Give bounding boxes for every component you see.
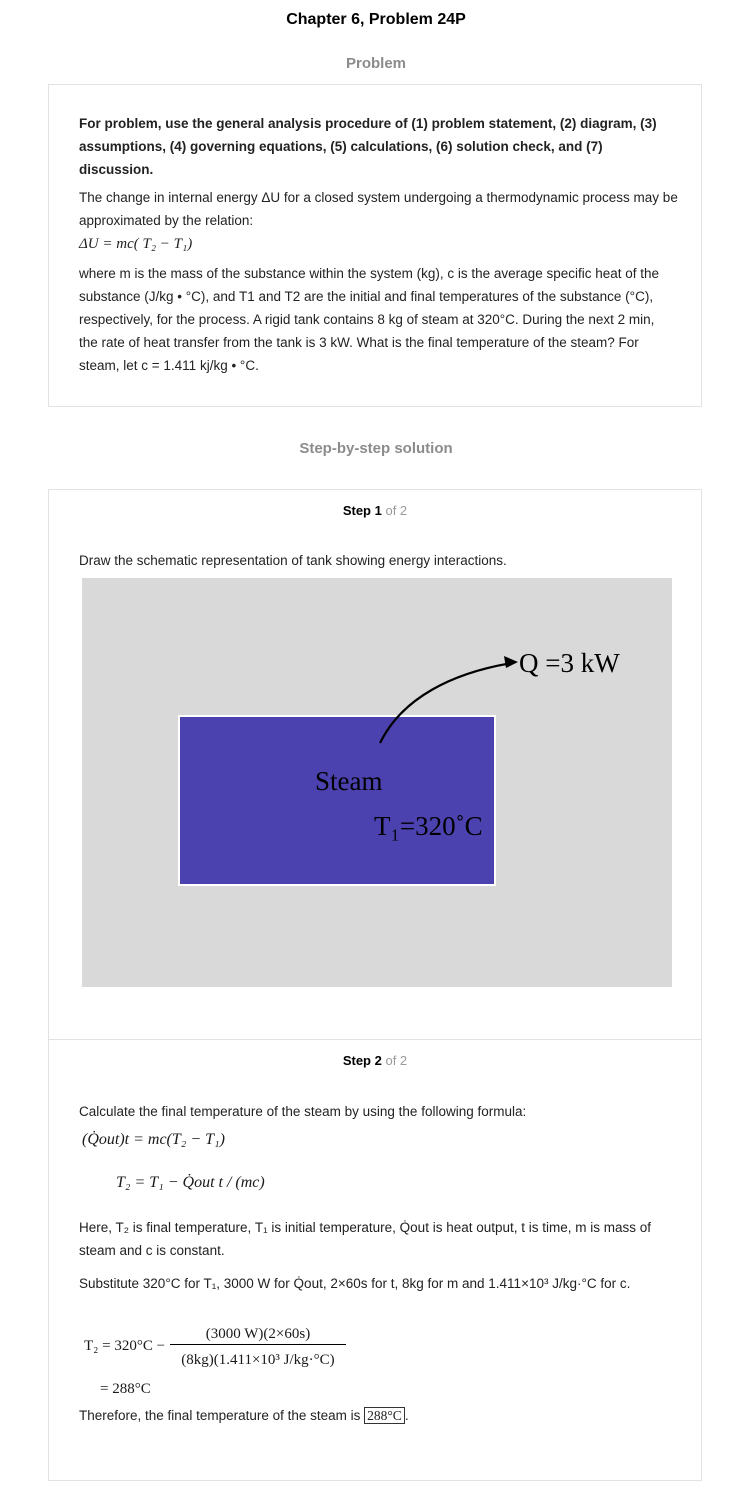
step1-of: of 2 (385, 503, 408, 518)
step1-label: Step 1 (342, 503, 382, 518)
calc-numerator: (3000 W)(2×60s) (170, 1326, 346, 1345)
heat-label: Q =3 kW (519, 648, 620, 678)
steam-label: Steam (315, 766, 383, 796)
step2-heading (48, 1053, 702, 1068)
final-text: Therefore, the final temperature of the steam is (79, 1408, 361, 1423)
step2-definitions: Here, T₂ is final temperature, T₁ is initial temperature, Q̇out is heat output, t is time, m is mass of steam and c is constant. (79, 1220, 652, 1258)
tank-figure (82, 578, 672, 987)
step1-heading (48, 503, 702, 518)
step2-of: of 2 (385, 1053, 408, 1068)
calc-denominator: (8kg)(1.411×10³ J/kg·°C) (181, 1352, 335, 1368)
step1-text: Draw the schematic representation of tank showing energy interactions. (79, 553, 507, 568)
page-title: Chapter 6, Problem 24P (286, 11, 466, 28)
problem-paragraph-2: where m is the mass of the substance within the system (kg), c is the average specific heat of the substance (J/kg • °C), and T1 and T2 are the initial and final temperatures of the substance (°C), respectively, for the process. A rigid tank contains 8 kg of steam at 320°C. During the next 2 min, the rate of heat transfer from the tank is 3 kW. What is the final temperature of the steam? For steam, let c = 1.411 kj/kg • °C. (79, 266, 660, 373)
step2-equation-2: T₂ = T₁ − Q̇out t / (mc) (116, 1174, 265, 1191)
problem-heading: Problem (345, 55, 406, 72)
solution-heading: Step-by-step solution (299, 440, 453, 457)
calc-lhs: T₂ = 320°C − (84, 1338, 166, 1354)
final-answer: 288°C (364, 1407, 405, 1424)
temperature-label: T₁=320˚C (374, 811, 483, 841)
calc-result: = 288°C (100, 1381, 151, 1397)
step2-substitution: Substitute 320°C for T₁, 3000 W for Q̇out, 2×60s for t, 8kg for m and 1.411×10³ J/kg·°C for c. (79, 1276, 631, 1291)
problem-equation: ΔU = mc( T₂ − T₁) (79, 236, 193, 252)
step2-text: Calculate the final temperature of the steam by using the following formula: (79, 1104, 527, 1119)
problem-intro: For problem, use the general analysis procedure of (1) problem statement, (2) diagram, (3) assumptions, (4) governing equations, (5) calculations, (6) solution check, and (7) discussion. (79, 116, 657, 177)
step2-label: Step 2 (342, 1053, 382, 1068)
final-statement: Therefore, the final temperature of the steam is 288°C . (79, 1408, 409, 1423)
problem-paragraph-1: The change in internal energy ΔU for a closed system undergoing a thermodynamic process may be approximated by the relation: (79, 190, 678, 228)
step2-equation-1: (Q̇out)t = mc(T₂ − T₁) (82, 1131, 225, 1148)
